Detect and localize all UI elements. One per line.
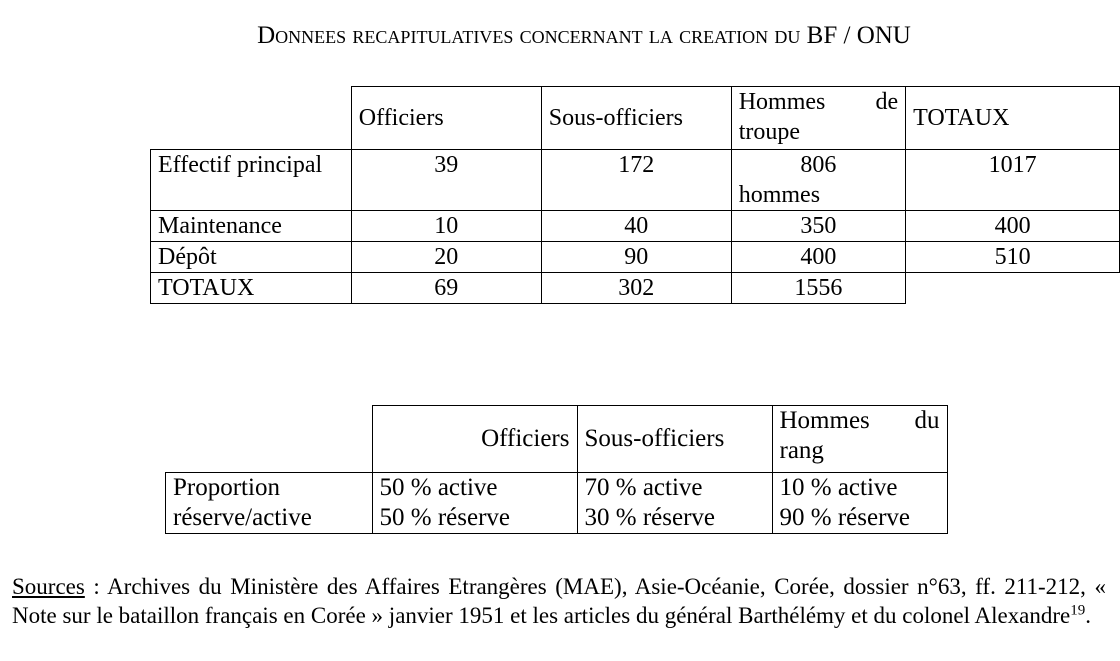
header-sous-officiers: Sous-officiers bbox=[577, 406, 772, 473]
header-hommes-de-troupe bbox=[731, 87, 905, 150]
cell-officiers bbox=[372, 473, 577, 534]
cell-hommes: 400 bbox=[731, 242, 905, 273]
document-title: Donnees recapitulatives concernant la creation du BF / ONU bbox=[257, 22, 911, 49]
cell-officiers-active: 50 % active bbox=[379, 474, 498, 501]
cell-officiers-reserve: 50 % réserve bbox=[379, 504, 510, 531]
row-label: Maintenance bbox=[151, 211, 352, 242]
footnote-reference[interactable]: 19 bbox=[1070, 602, 1086, 619]
table-header-row bbox=[166, 406, 948, 473]
table-row-totaux bbox=[151, 273, 1120, 304]
cell-totaux: 400 bbox=[906, 211, 1120, 242]
sources-end: . bbox=[1085, 603, 1091, 628]
summary-table bbox=[150, 86, 1120, 304]
cell-sous-officiers-active: 70 % active bbox=[584, 474, 703, 501]
row-label: TOTAUX bbox=[151, 273, 352, 304]
cell-hommes bbox=[731, 150, 905, 211]
header-hommes-word: Hommes bbox=[738, 89, 826, 115]
proportion-table bbox=[165, 405, 948, 534]
cell-sous-officiers: 40 bbox=[541, 211, 731, 242]
cell-rang-active: 10 % active bbox=[779, 474, 898, 501]
row-label-line-1: Proportion bbox=[173, 474, 280, 501]
cell-rang-reserve: 90 % réserve bbox=[779, 504, 910, 531]
sources-paragraph bbox=[12, 572, 1106, 630]
cell-sous-officiers-reserve: 30 % réserve bbox=[584, 504, 715, 531]
header-sous-officiers: Sous-officiers bbox=[541, 87, 731, 150]
cell-sous-officiers: 172 bbox=[541, 150, 731, 211]
sources-text: : Archives du Ministère des Affaires Etrangères (MAE), Asie-Océanie, Corée, dossier n°63, ff. 211-212, « Note sur le bataillon français en Corée » janvier 1951 et les articles du général Barthélémy et du colonel Alexandre bbox=[12, 574, 1106, 628]
empty-cell bbox=[906, 273, 1120, 304]
cell-sous-officiers: 302 bbox=[541, 273, 731, 304]
cell-hommes-suffix: hommes bbox=[738, 182, 821, 208]
table-row bbox=[166, 473, 948, 534]
row-label-line-2: réserve/active bbox=[173, 504, 312, 531]
table-row bbox=[151, 211, 1120, 242]
header-totaux: TOTAUX bbox=[906, 87, 1120, 150]
empty-corner-cell bbox=[151, 87, 352, 150]
empty-corner-cell bbox=[166, 406, 373, 473]
header-hommes-word: Hommes bbox=[779, 407, 870, 434]
cell-officiers: 39 bbox=[351, 150, 541, 211]
cell-sous-officiers: 90 bbox=[541, 242, 731, 273]
cell-hommes: 1556 bbox=[731, 273, 905, 304]
header-troupe-word: troupe bbox=[738, 119, 801, 145]
cell-totaux: 1017 bbox=[906, 150, 1120, 211]
cell-hommes: 350 bbox=[731, 211, 905, 242]
header-officiers: Officiers bbox=[372, 406, 577, 473]
cell-totaux: 510 bbox=[906, 242, 1120, 273]
cell-sous-officiers bbox=[577, 473, 772, 534]
cell-officiers: 69 bbox=[351, 273, 541, 304]
header-de-word: de bbox=[875, 89, 899, 115]
header-officiers: Officiers bbox=[351, 87, 541, 150]
row-label bbox=[166, 473, 373, 534]
header-rang-word: rang bbox=[779, 437, 824, 464]
row-label: Effectif principal bbox=[151, 150, 352, 211]
table-header-row bbox=[151, 87, 1120, 150]
header-du-word: du bbox=[914, 407, 940, 434]
table-row bbox=[151, 150, 1120, 211]
cell-officiers: 20 bbox=[351, 242, 541, 273]
row-label: Dépôt bbox=[151, 242, 352, 273]
cell-hommes-value: 806 bbox=[800, 152, 837, 178]
table-row bbox=[151, 242, 1120, 273]
header-hommes-du-rang bbox=[772, 406, 947, 473]
sources-label: Sources bbox=[12, 574, 85, 599]
cell-officiers: 10 bbox=[351, 211, 541, 242]
cell-hommes-du-rang bbox=[772, 473, 947, 534]
